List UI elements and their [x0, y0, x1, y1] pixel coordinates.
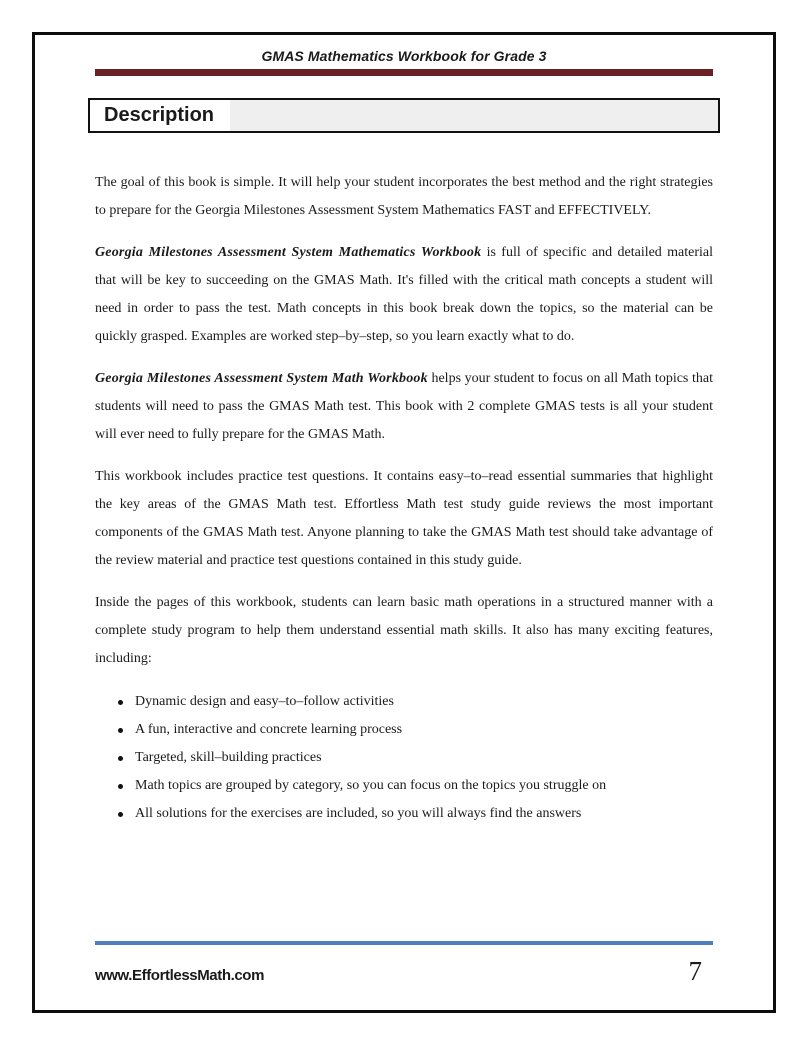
paragraph-bold-lead: Georgia Milestones Assessment System Math Workbook [95, 371, 428, 386]
paragraph-text: The goal of this book is simple. It will help your student incorporates the best method and the right strategies to prepare for the Georgia Milestones Assessment System Mathematics FAST and EFFECTIVELY. [95, 175, 713, 218]
bullet-icon [118, 756, 123, 761]
list-item [118, 744, 713, 772]
list-item-text: Targeted, skill–building practices [135, 750, 322, 765]
page-footer [95, 941, 713, 986]
page-number: 7 [688, 956, 702, 986]
page-border [32, 32, 776, 1013]
list-item-text: Math topics are grouped by category, so you can focus on the topics you struggle on [135, 778, 607, 793]
list-item-text: A fun, interactive and concrete learning process [135, 722, 403, 737]
bullet-icon [118, 812, 123, 817]
bullet-icon [118, 700, 123, 705]
list-item [118, 688, 713, 716]
paragraph [95, 239, 713, 351]
paragraph [95, 169, 713, 225]
bullet-icon [118, 728, 123, 733]
footer-website: www.EffortlessMath.com [95, 967, 265, 984]
footer-row [95, 956, 713, 986]
paragraph-text: is full of specific and detailed material that will be key to succeeding on the GMAS Math. It's filled with the critical math concepts a student will need in order to pass the test. Math concepts in this book break down the topics, so the material can be quickly grasped. Examples are worked step–by–step, so you learn exactly what to do. [95, 245, 714, 344]
list-item [118, 772, 713, 800]
list-item-text: All solutions for the exercises are included, so you will always find the answers [135, 806, 582, 821]
list-item [118, 716, 713, 744]
bullet-icon [118, 784, 123, 789]
paragraph [95, 463, 713, 575]
paragraph-text: This workbook includes practice test questions. It contains easy–to–read essential summaries that highlight the key areas of the GMAS Math test. Effortless Math test study guide reviews the most important components of the GMAS Math test. Anyone planning to take the GMAS Math test should take advantage of the review material and practice test questions contained in this study guide. [95, 469, 713, 568]
body-text [95, 169, 713, 828]
list-item [118, 800, 713, 828]
header-rule [95, 69, 713, 76]
footer-rule [95, 941, 713, 945]
paragraph-text: Inside the pages of this workbook, students can learn basic math operations in a structured manner with a complete study program to help them understand essential math skills. It also has many exciting features, including: [95, 595, 713, 666]
paragraph [95, 589, 713, 673]
paragraph-bold-lead: Georgia Milestones Assessment System Mathematics Workbook [95, 245, 482, 260]
list-item-text: Dynamic design and easy–to–follow activities [135, 694, 394, 709]
page-header-title: GMAS Mathematics Workbook for Grade 3 [261, 48, 547, 64]
features-list [95, 688, 713, 828]
section-heading-box [88, 98, 720, 133]
section-heading: Description [90, 100, 230, 131]
paragraph-text: helps your student to focus on all Math topics that students will need to pass the GMAS Math test. This book with 2 complete GMAS tests is all your student will ever need to fully prepare for the GMAS Math. [95, 371, 713, 442]
paragraph [95, 365, 713, 449]
